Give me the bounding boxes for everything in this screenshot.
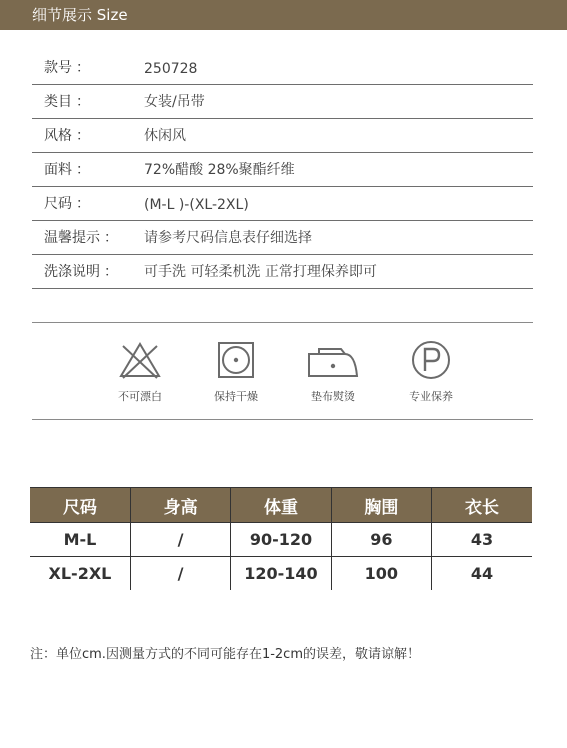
cell-length: 43 [432,523,532,557]
spec-label: 温馨提示 ： [44,230,118,246]
spec-label: 面料 ： [44,162,90,178]
spec-list [32,51,533,289]
spec-row-fabric [32,153,533,187]
professional-care-icon [408,340,454,380]
header-height: 身高 [130,488,230,523]
size-table-header-row [30,488,532,523]
cell-size: M-L [30,523,130,557]
spec-row-style-number [32,51,533,85]
spec-value: 可手洗 可轻柔机洗 正常打理保养即可 [144,264,377,280]
header-weight: 体重 [231,488,331,523]
no-bleach-icon [117,340,163,380]
cell-size: XL-2XL [30,557,130,591]
cell-weight: 90-120 [231,523,331,557]
spec-label: 风格 ： [44,128,90,144]
section-title: 细节展示 Size [32,6,128,24]
table-row [30,523,532,557]
header-size: 尺码 [30,488,130,523]
care-bottom-divider [32,419,533,420]
spec-label: 款号 ： [44,60,90,76]
cell-bust: 100 [331,557,431,591]
care-no-bleach [100,340,180,404]
header-length: 衣长 [432,488,532,523]
spec-label: 洗涤说明 ： [44,264,118,280]
care-top-divider [32,322,533,323]
spec-row-washing [32,255,533,289]
iron-icon [305,340,361,380]
spec-label: 类目 ： [44,94,90,110]
spec-label: 尺码 ： [44,196,90,212]
measurement-note: 注：单位cm.因测量方式的不同可能存在1-2cm的误差，敬请谅解！ [30,647,420,662]
care-label: 垫布熨烫 [311,390,355,403]
header-bust: 胸围 [331,488,431,523]
section-header-bar [0,0,567,30]
size-table [30,487,532,590]
cell-height: / [130,557,230,591]
spec-row-tip [32,221,533,255]
spec-value: 72%醋酸 28%聚酯纤维 [144,162,295,178]
table-row [30,557,532,591]
spec-row-size [32,187,533,221]
care-professional [391,340,471,404]
care-label: 保持干燥 [214,390,258,403]
cell-height: / [130,523,230,557]
care-keep-dry [196,340,276,404]
spec-value: (M-L )-(XL-2XL) [144,197,249,213]
spec-value: 休闲风 [144,128,186,144]
care-label: 不可漂白 [118,390,162,403]
spec-value: 女装/吊带 [144,94,205,110]
spec-row-category [32,85,533,119]
spec-value: 250728 [144,61,198,77]
cell-length: 44 [432,557,532,591]
cell-bust: 96 [331,523,431,557]
spec-row-style [32,119,533,153]
care-label: 专业保养 [409,390,453,403]
care-iron [293,340,373,404]
spec-value: 请参考尺码信息表仔细选择 [144,230,312,246]
tumble-dry-icon [216,340,256,380]
cell-weight: 120-140 [231,557,331,591]
